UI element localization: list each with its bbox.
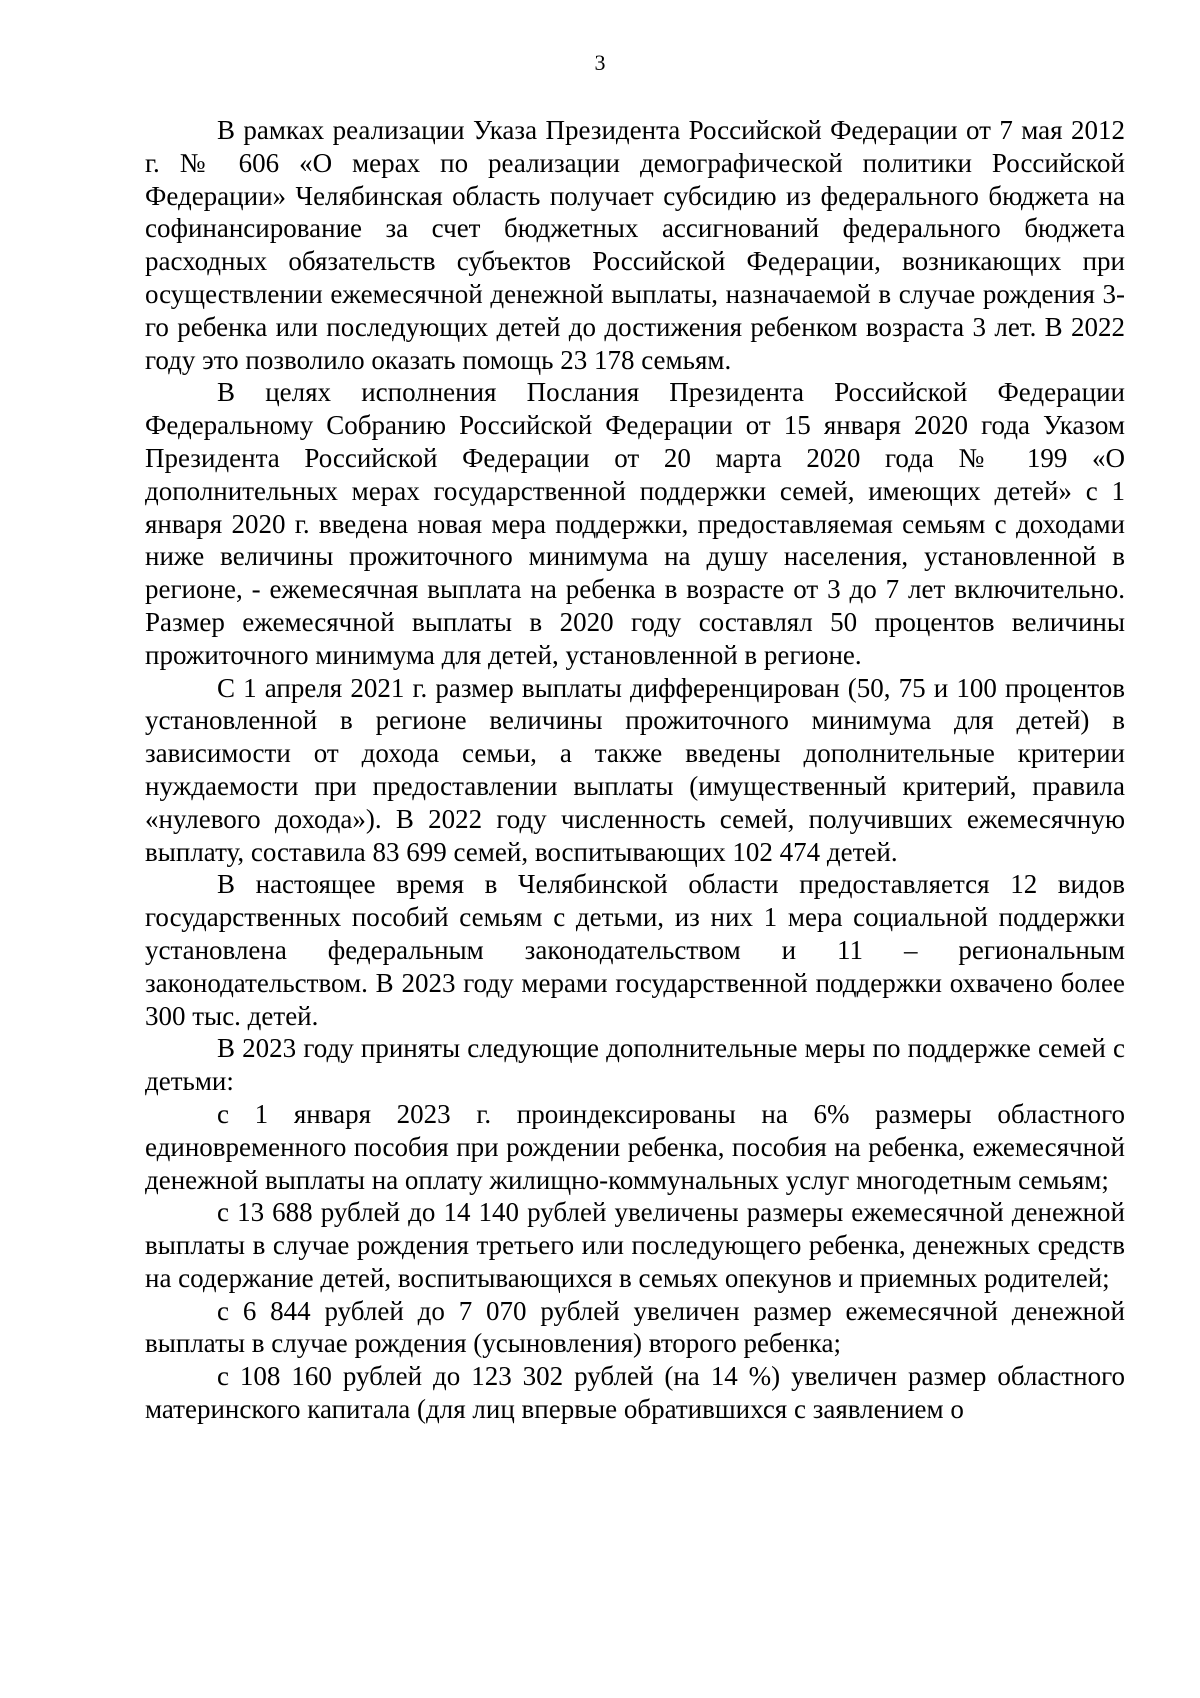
page-number: 3	[594, 50, 606, 75]
list-item-third-child-payment: с 13 688 рублей до 14 140 рублей увеличены размеры ежемесячной денежной выплаты в случае рождения третьего или последующего ребенка, денежных средств на содержание детей, воспитывающихся в семьях опекунов и приемных родителей;	[145, 1197, 1125, 1293]
document-body	[145, 114, 1125, 1426]
paragraph-additional-measures-intro: В 2023 году приняты следующие дополнительные меры по поддержке семей с детьми:	[145, 1033, 1125, 1097]
list-item-indexation: с 1 января 2023 г. проиндексированы на 6% размеры областного единовременного пособия при рождении ребенка, пособия на ребенка, ежемесячной денежной выплаты на оплату жилищно-коммунальных услуг многодетным семьям;	[145, 1098, 1125, 1195]
paragraph-decree-199: В целях исполнения Послания Президента Российской Федерации Федеральному Собранию Российской Федерации от 15 января 2020 года Указом Президента Российской Федерации от 20 марта 2020 года № 199 «О дополнительных мерах государственной поддержки семей, имеющих детей» с 1 января 2020 г. введена новая мера поддержки, предоставляемая семьям с доходами ниже величины прожиточного минимума на душу населения, установленной в регионе, - ежемесячная выплата на ребенка в возрасте от 3 до 7 лет включительно. Размер ежемесячной выплаты в 2020 году составлял 50 процентов величины прожиточного минимума для детей, установленной в регионе.	[145, 377, 1125, 670]
paragraph-differentiated-payment: С 1 апреля 2021 г. размер выплаты дифференцирован (50, 75 и 100 процентов установленной в регионе величины прожиточного минимума для детей) в зависимости от дохода семьи, а также введены дополнительные критерии нуждаемости при предоставлении выплаты (имущественный критерий, правила «нулевого дохода»). В 2022 году численность семей, получивших ежемесячную выплату, составила 83 699 семей, воспитывающих 102 474 детей.	[145, 672, 1125, 867]
list-item-second-child-payment: с 6 844 рублей до 7 070 рублей увеличен размер ежемесячной денежной выплаты в случае рождения (усыновления) второго ребенка;	[145, 1295, 1125, 1359]
paragraph-state-benefits: В настоящее время в Челябинской области предоставляется 12 видов государственных пособий семьям с детьми, из них 1 мера социальной поддержки установлена федеральным законодательством и 11 – региональным законодательством. В 2023 году мерами государственной поддержки охвачено более 300 тыс. детей.	[145, 869, 1125, 1031]
list-item-maternity-capital: с 108 160 рублей до 123 302 рублей (на 14 %) увеличен размер областного материнского капитала (для лиц впервые обратившихся с заявлением о	[145, 1361, 1125, 1425]
paragraph-decree-606: В рамках реализации Указа Президента Российской Федерации от 7 мая 2012 г. № 606 «О мерах по реализации демографической политики Российской Федерации» Челябинская область получает субсидию из федерального бюджета на софинансирование за счет бюджетных ассигнований федерального бюджета расходных обязательств субъектов Российской Федерации, возникающих при осуществлении ежемесячной денежной выплаты, назначаемой в случае рождения 3-го ребенка или последующих детей до достижения ребенком возраста 3 лет. В 2022 году это позволило оказать помощь 23 178 семьям.	[145, 115, 1125, 375]
